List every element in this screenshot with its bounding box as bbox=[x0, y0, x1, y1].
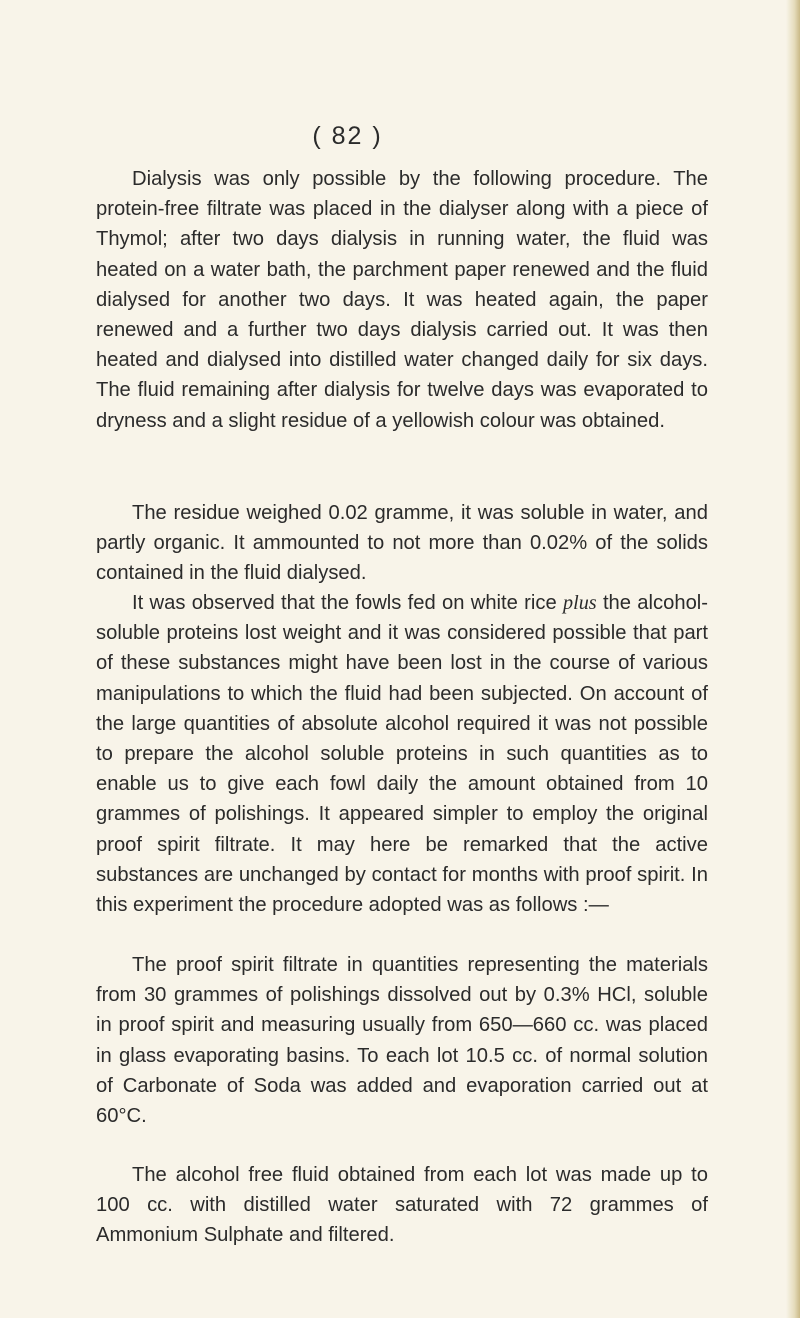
paragraph-alcohol-free-fluid bbox=[96, 1160, 708, 1251]
paragraph-filtrate-procedure bbox=[96, 950, 708, 1131]
paragraph-text: The proof spirit filtrate in quantities representing the materials from 30 grammes of polishings dissolved out by 0.3% HCl, soluble in proof spirit and measuring usually from 650—660 cc. was placed in glass evaporating basins. To each lot 10.5 cc. of normal solution of Carbonate of Soda was added and evaporation carried out at 60°C. bbox=[96, 954, 708, 1128]
paragraph-text-before: It was observed that the fowls fed on white rice bbox=[132, 592, 563, 614]
paragraph-observation bbox=[96, 588, 708, 920]
paragraph-dialysis-procedure bbox=[96, 164, 708, 436]
page-number: ( 82 ) bbox=[312, 122, 383, 150]
page-edge-shadow bbox=[786, 0, 800, 1318]
paragraph-emphasis: plus bbox=[563, 592, 597, 614]
paragraph-residue bbox=[96, 498, 708, 589]
paragraph-text-after: the alcohol-soluble proteins lost weight and it was considered possible that part of these substances might have been lost in the course of various manipulations to which the fluid had been subjected. On account of the large quantities of absolute alcohol required it was not possible to prepare the alcohol soluble proteins in such quantities as to enable us to give each fowl daily the amount obtained from 10 grammes of polishings. It appeared simpler to employ the original proof spirit filtrate. It may here be remarked that the active substances are unchanged by contact for months with proof spirit. In this experiment the procedure adopted was as follows :— bbox=[96, 592, 708, 917]
paragraph-text: The residue weighed 0.02 gramme, it was soluble in water, and partly organic. It ammounted to not more than 0.02% of the solids contained in the fluid dialysed. bbox=[96, 502, 708, 585]
paragraph-text: The alcohol free fluid obtained from each lot was made up to 100 cc. with distilled water saturated with 72 grammes of Ammonium Sulphate and filtered. bbox=[96, 1164, 708, 1247]
paragraph-text: Dialysis was only possible by the following procedure. The protein-free filtrate was placed in the dialyser along with a piece of Thymol; after two days dialysis in running water, the fluid was heated on a water bath, the parchment paper renewed and the fluid dialysed for another two days. It was heated again, the paper renewed and a further two days dialysis carried out. It was then heated and dialysed into distilled water changed daily for six days. The fluid remaining after dialysis for twelve days was evaporated to dryness and a slight residue of a yellowish colour was obtained. bbox=[96, 168, 708, 432]
